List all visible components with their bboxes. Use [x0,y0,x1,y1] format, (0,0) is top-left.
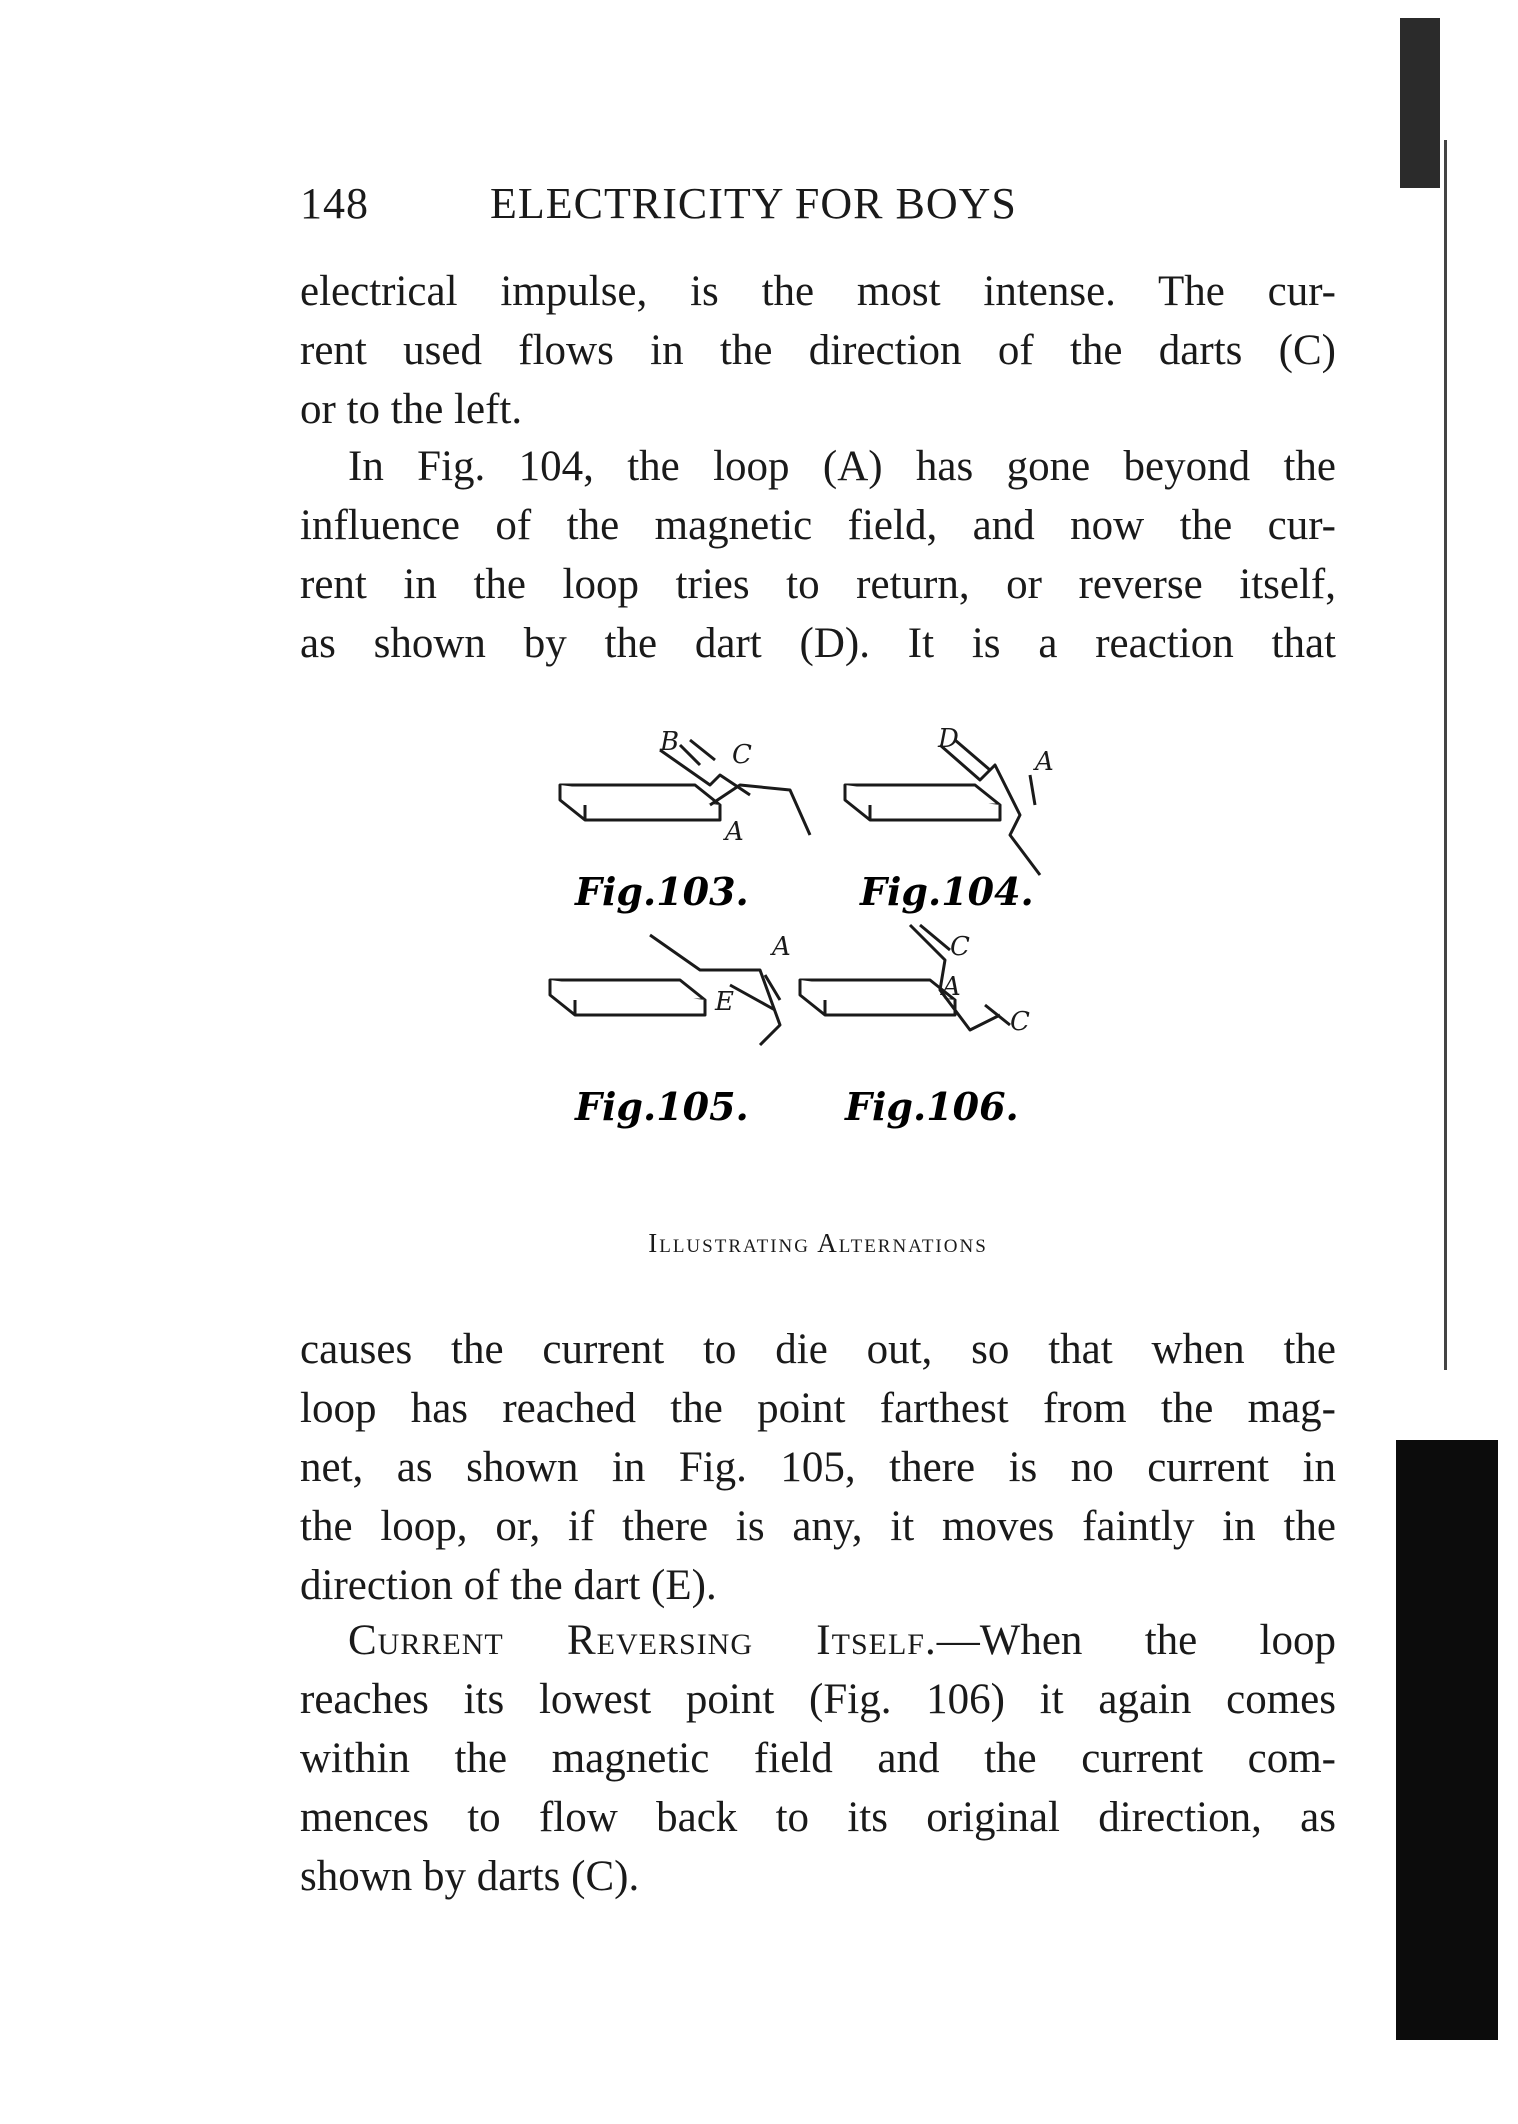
text-line: direction of the dart (E). [300,1562,717,1609]
letter-c-fig103: C [732,740,752,770]
letter-d: D [938,725,959,754]
text-line: shown by darts (C). [300,1853,640,1900]
text-line-heading [300,1611,1336,1670]
heading-continuation: —When the loop [936,1617,1337,1664]
fig103-label: Fig.103. [575,869,749,914]
text-line: as shown by the dart (D). It is a reaction that [300,620,1336,667]
letter-c2-fig106: C [1010,1007,1030,1037]
letter-a-fig106: A [942,972,961,1002]
scan-shadow-bottom [1396,1440,1498,2040]
text-line: loop has reached the point farthest from the mag- [300,1385,1336,1432]
letter-a-fig103: A [725,817,744,847]
text-line: causes the current to die out, so that when the [300,1326,1336,1373]
paragraph-4 [300,1611,1336,1906]
letter-a-fig104: A [1035,747,1054,777]
letter-b: B [660,727,680,757]
dart-fig103 [680,740,715,765]
running-title: ELECTRICITY FOR BOYS [490,179,1017,228]
text-line: In Fig. 104, the loop (A) has gone beyond the [348,443,1336,490]
text-line: influence of the magnetic field, and now the cur- [300,502,1336,549]
text-line: or to the left. [300,386,523,433]
fig104-label: Fig.104. [860,869,1034,914]
magnet-fig103 [560,785,720,820]
letter-c-fig106: C [950,932,970,962]
section-heading: Current Reversing Itself. [348,1617,937,1664]
running-head [300,178,1160,229]
magnet-fig104 [845,785,1000,820]
text-line: net, as shown in Fig. 105, there is no current in [300,1444,1336,1491]
paragraph-1 [300,262,1336,439]
text-line: within the magnetic field and the current com- [300,1735,1336,1782]
text-line: electrical impulse, is the most intense. The cur- [300,268,1336,315]
alternations-figure [510,725,1150,1185]
fig106-label: Fig.106. [845,1084,1019,1129]
figure-caption: Illustrating Alternations [648,1228,988,1258]
scan-edge-line [1444,140,1447,1370]
paragraph-2 [300,437,1336,673]
text-line: the loop, or, if there is any, it moves faintly in the [300,1503,1336,1550]
text-line: reaches its lowest point (Fig. 106) it again comes [300,1676,1336,1723]
scan-shadow-top [1400,18,1440,188]
text-line: rent in the loop tries to return, or reverse itself, [300,561,1336,608]
magnet-fig106 [800,980,955,1015]
fig105-label: Fig.105. [575,1084,749,1129]
text-line: rent used flows in the direction of the darts (C) [300,327,1336,374]
magnet-fig105 [550,980,705,1015]
letter-a-fig105: A [772,932,791,962]
text-line: mences to flow back to its original direction, as [300,1794,1336,1841]
letter-e: E [715,987,734,1017]
page-number: 148 [300,179,369,228]
paragraph-3 [300,1320,1336,1615]
